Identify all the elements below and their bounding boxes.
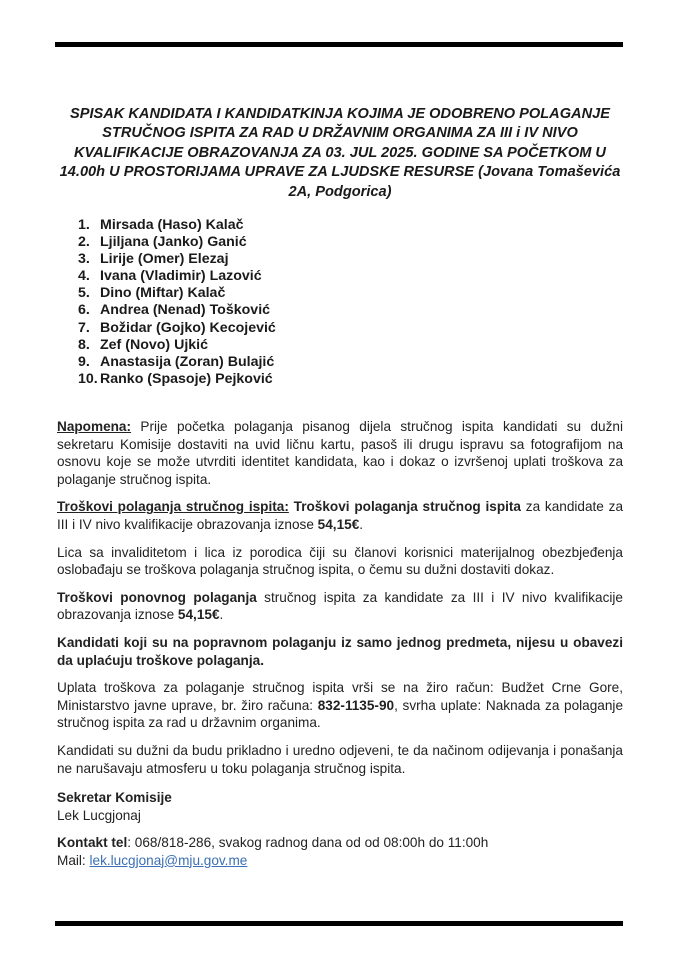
- payment-account: 832-1135-90: [317, 697, 395, 713]
- candidate-number: 6.: [78, 302, 90, 319]
- costs-text: za kandidate za III i IV nivo kvalifikacije obrazovanja iznose: [57, 499, 623, 532]
- title-line: STRUČNOG ISPITA ZA RAD U DRŽAVNIM ORGANIMA ZA III i IV NIVO: [102, 125, 578, 142]
- title-line: KVALIFIKACIJE OBRAZOVANJA ZA 03. JUL 2025. GODINE SA POČETKOM U: [74, 144, 606, 161]
- contact-tel-text: : 068/818-286, svakog radnog dana od od 08:00h do 11:00h: [127, 835, 489, 851]
- candidate-number: 3.: [78, 251, 90, 268]
- signature-role: Sekretar Komisije: [57, 790, 172, 805]
- note-text: Prije početka polaganja pisanog dijela stručnog ispita kandidati su dužni sekretaru Komisije dostaviti na uvid ličnu kartu, pasoš ili drugu ispravu sa fotografijom na osnovu koje se može utvrditi identitet kandidata, kao i dokaz o izvršenoj uplati troškova za polaganje stručnog ispita.: [57, 419, 623, 487]
- costs-amount: 54,15€: [317, 516, 360, 532]
- retake-single-paragraph: Kandidati koji su na popravnom polaganju iz samo jednog predmeta, nijesu u obavezi da uplaćuju troškove polaganja.: [57, 634, 623, 668]
- candidate-name: Ivana (Vladimir) Lazović: [100, 268, 262, 285]
- candidate-item: [78, 337, 276, 354]
- signature: [57, 789, 488, 824]
- contact-mail-label: Mail:: [57, 852, 90, 868]
- candidate-number: 10.: [78, 370, 98, 387]
- candidate-name: Dino (Miftar) Kalač: [100, 285, 226, 302]
- candidate-name: Mirsada (Haso) Kalač: [100, 217, 244, 233]
- costs-end: .: [359, 516, 364, 532]
- contact-tel-label: Kontakt tel: [57, 835, 128, 851]
- candidate-item: [78, 217, 276, 234]
- costs-label: Troškovi polaganja stručnog ispita:: [57, 499, 289, 515]
- body-section: [57, 418, 623, 787]
- dress-code-paragraph: Kandidati su dužni da budu prikladno i uredno odjeveni, te da načinom odijevanja i ponašanja ne narušavaju atmosferu u toku polaganja stručnog ispita.: [57, 742, 623, 776]
- candidate-number: 5.: [78, 285, 90, 302]
- candidate-number: 7.: [78, 319, 90, 336]
- candidate-item: [78, 320, 276, 337]
- candidate-number: 8.: [78, 336, 90, 353]
- candidate-number: 2.: [78, 234, 90, 251]
- document-title: [55, 105, 625, 202]
- top-horizontal-rule: [55, 42, 623, 47]
- candidate-number: 1.: [78, 217, 90, 233]
- retake-end: .: [219, 607, 224, 623]
- candidate-name: Ranko (Spasoje) Pejković: [100, 370, 273, 387]
- candidate-name: Zef (Novo) Ujkić: [100, 336, 208, 353]
- candidate-name: Anastasija (Zoran) Bulajić: [100, 353, 275, 370]
- candidate-name: Andrea (Nenad) Tošković: [100, 302, 271, 319]
- signature-block: [57, 789, 488, 879]
- retake-amount: 54,15€: [177, 607, 220, 623]
- candidate-item: [78, 354, 276, 371]
- retake-paragraph: [57, 589, 623, 624]
- candidate-list: [78, 217, 276, 388]
- candidate-number: 9.: [78, 353, 90, 370]
- retake-bold-lead: Troškovi ponovnog polaganja: [57, 589, 257, 605]
- candidate-item: [78, 285, 276, 302]
- signature-name: Lek Lucgjonaj: [57, 807, 141, 823]
- payment-paragraph: [57, 679, 623, 732]
- title-line: 14.00h U PROSTORIJAMA UPRAVE ZA LJUDSKE RESURSE (Jovana Tomaševića: [59, 164, 621, 181]
- candidate-name: Ljiljana (Janko) Ganić: [100, 234, 247, 251]
- title-line: 2A, Podgorica): [288, 183, 392, 200]
- candidate-item: [78, 268, 276, 285]
- candidate-item: [78, 234, 276, 251]
- costs-paragraph: [57, 498, 623, 533]
- title-line: SPISAK KANDIDATA I KANDIDATKINJA KOJIMA JE ODOBRENO POLAGANJE: [69, 106, 610, 122]
- note-label: Napomena:: [57, 419, 132, 434]
- candidate-item: [78, 251, 276, 268]
- costs-bold-lead: Troškovi polaganja stručnog ispita: [288, 499, 521, 515]
- bottom-horizontal-rule: [55, 921, 623, 926]
- payment-text-2: , svrha uplate: Naknada za polaganje stručnog ispita za rad u državnim organima.: [57, 697, 624, 731]
- exemption-paragraph: Lica sa invaliditetom i lica iz porodica čiji su članovi korisnici materijalnog obezbjeđenja oslobađaju se troškova polaganja stručnog ispita, o čemu su dužni dostaviti dokaz.: [57, 544, 623, 578]
- candidate-name: Božidar (Gojko) Kecojević: [100, 319, 276, 336]
- payment-text-1: Uplata troškova za polaganje stručnog ispita vrši se na žiro račun: Budžet Crne Gore, Ministarstvo javne uprave, br. žiro računa:: [57, 680, 623, 713]
- candidate-item: [78, 371, 276, 388]
- candidate-item: [78, 302, 276, 319]
- candidate-name: Lirije (Omer) Elezaj: [100, 251, 229, 268]
- contact-info: [57, 834, 488, 869]
- candidate-number: 4.: [78, 268, 90, 285]
- email-link[interactable]: lek.lucgjonaj@mju.gov.me: [89, 852, 248, 868]
- note-paragraph: [57, 418, 623, 488]
- retake-text: stručnog ispita za kandidate za III i IV nivo kvalifikacije obrazovanja iznose: [57, 589, 623, 623]
